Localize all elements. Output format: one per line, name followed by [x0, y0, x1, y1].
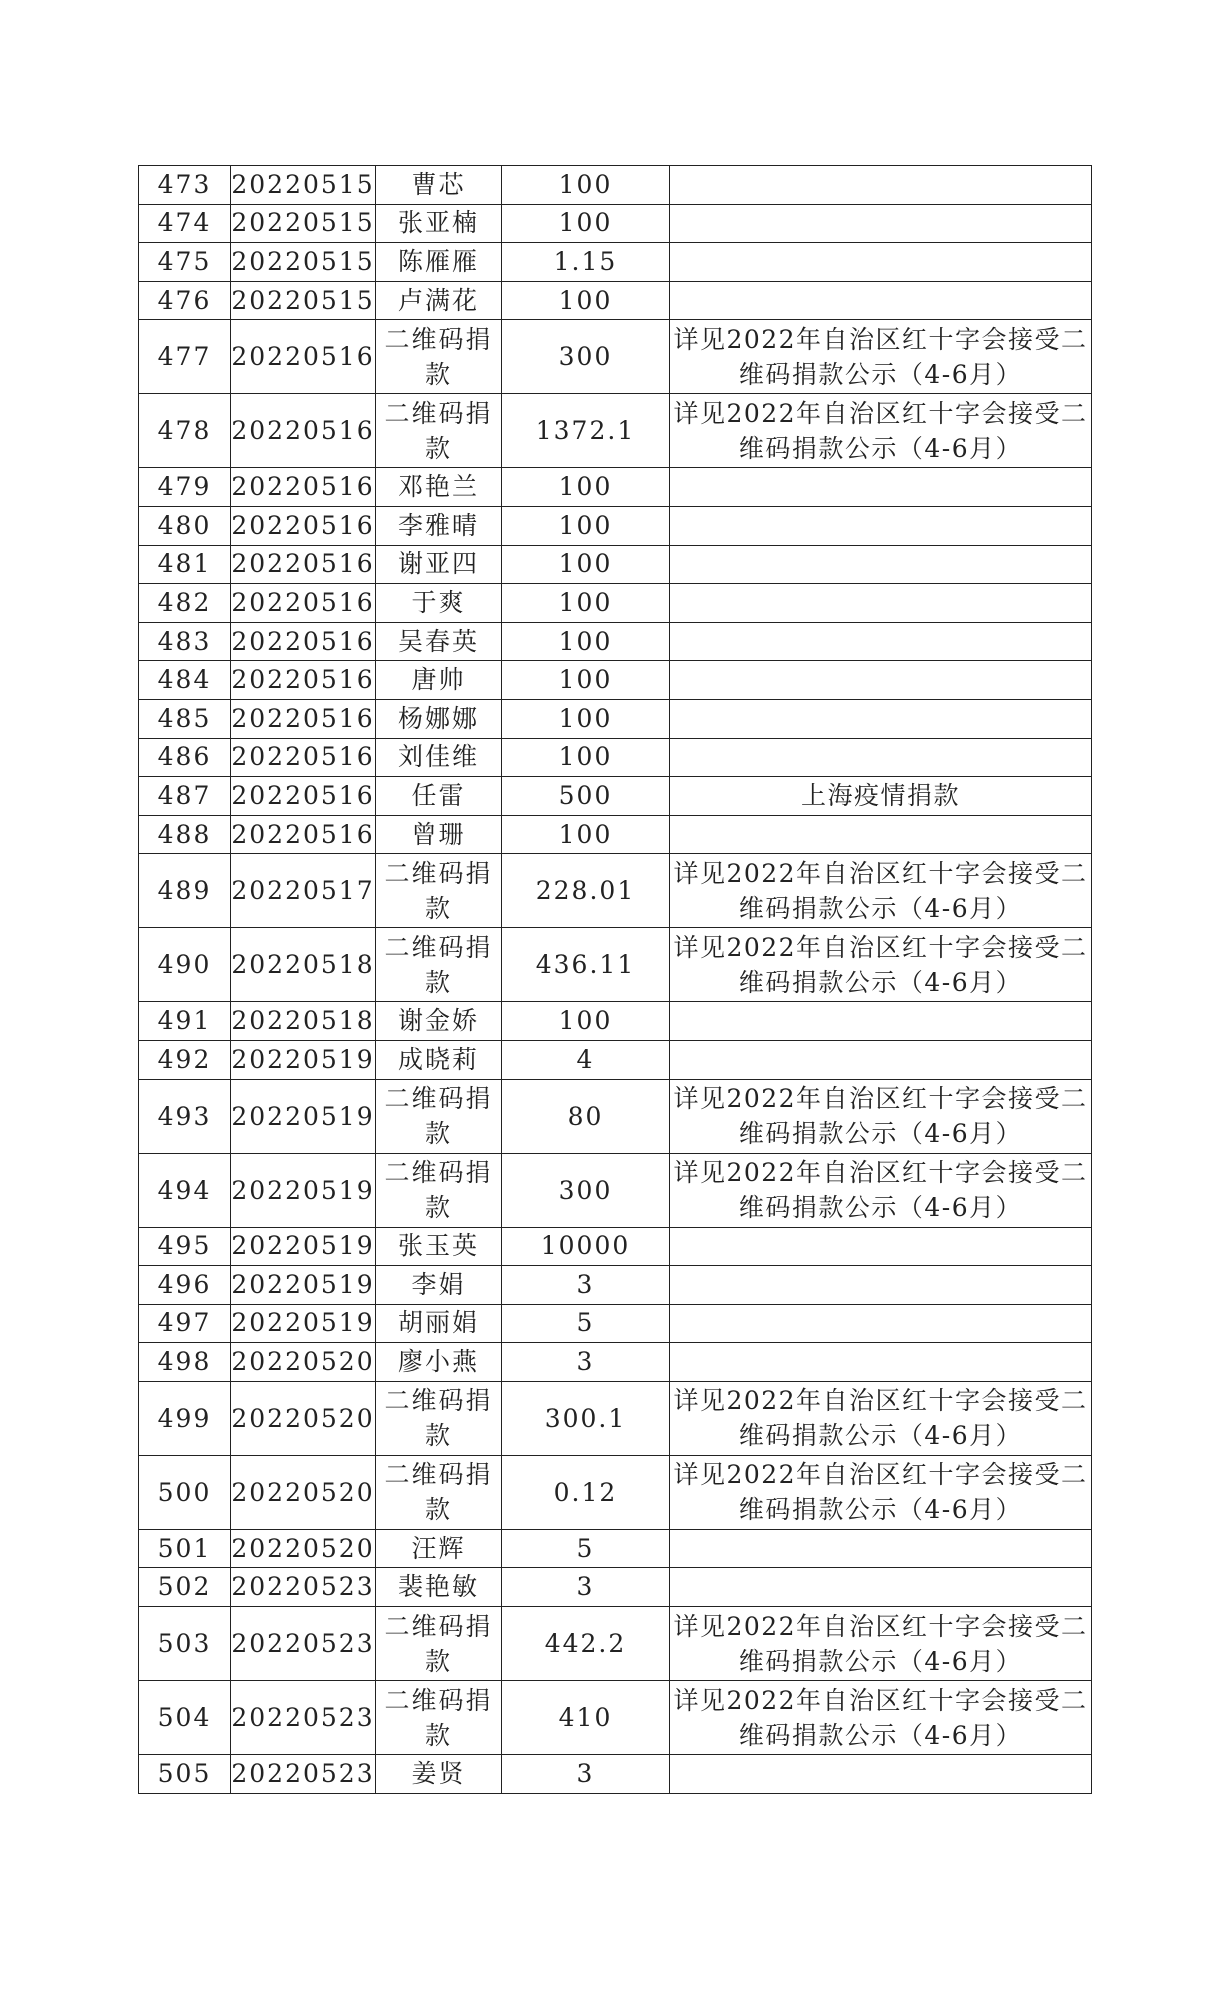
- table-row: [139, 166, 1092, 205]
- note-cell: [670, 699, 1092, 738]
- donor-name-cell: 二维码捐款: [376, 320, 502, 394]
- date-cell: 20220520: [231, 1381, 376, 1455]
- serial-number-cell: 494: [139, 1153, 231, 1227]
- table-row: [139, 1568, 1092, 1607]
- note-cell: [670, 1002, 1092, 1041]
- donor-name-cell: 二维码捐款: [376, 1153, 502, 1227]
- donor-name-cell: 于爽: [376, 584, 502, 623]
- donor-name-cell: 廖小燕: [376, 1343, 502, 1382]
- donor-name-cell: 胡丽娟: [376, 1304, 502, 1343]
- donor-name-cell: 张玉英: [376, 1227, 502, 1266]
- donor-name-cell: 二维码捐款: [376, 1681, 502, 1755]
- donor-name-cell: 二维码捐款: [376, 1381, 502, 1455]
- table-row: [139, 584, 1092, 623]
- amount-cell: 100: [502, 506, 670, 545]
- table-row: [139, 243, 1092, 282]
- serial-number-cell: 485: [139, 699, 231, 738]
- note-cell: [670, 622, 1092, 661]
- amount-cell: 1.15: [502, 243, 670, 282]
- note-cell: 详见2022年自治区红十字会接受二维码捐款公示（4-6月）: [670, 394, 1092, 468]
- donor-name-cell: 邓艳兰: [376, 468, 502, 507]
- serial-number-cell: 498: [139, 1343, 231, 1382]
- donor-name-cell: 二维码捐款: [376, 1607, 502, 1681]
- note-cell: [670, 584, 1092, 623]
- note-cell: [670, 1568, 1092, 1607]
- note-cell: [670, 815, 1092, 854]
- note-cell: [670, 468, 1092, 507]
- donor-name-cell: 唐帅: [376, 661, 502, 700]
- amount-cell: 300: [502, 320, 670, 394]
- note-cell: [670, 243, 1092, 282]
- amount-cell: 100: [502, 699, 670, 738]
- donor-name-cell: 谢亚四: [376, 545, 502, 584]
- table-row: [139, 777, 1092, 816]
- note-cell: 详见2022年自治区红十字会接受二维码捐款公示（4-6月）: [670, 1079, 1092, 1153]
- serial-number-cell: 488: [139, 815, 231, 854]
- amount-cell: 3: [502, 1568, 670, 1607]
- amount-cell: 300: [502, 1153, 670, 1227]
- table-row: [139, 1681, 1092, 1755]
- table-row: [139, 1153, 1092, 1227]
- serial-number-cell: 491: [139, 1002, 231, 1041]
- amount-cell: 100: [502, 545, 670, 584]
- table-row: [139, 204, 1092, 243]
- serial-number-cell: 492: [139, 1040, 231, 1079]
- serial-number-cell: 505: [139, 1755, 231, 1794]
- donor-name-cell: 二维码捐款: [376, 854, 502, 928]
- amount-cell: 442.2: [502, 1607, 670, 1681]
- table-row: [139, 1002, 1092, 1041]
- date-cell: 20220516: [231, 506, 376, 545]
- table-row: [139, 320, 1092, 394]
- note-cell: 详见2022年自治区红十字会接受二维码捐款公示（4-6月）: [670, 928, 1092, 1002]
- amount-cell: 410: [502, 1681, 670, 1755]
- date-cell: 20220515: [231, 166, 376, 205]
- donor-name-cell: 裴艳敏: [376, 1568, 502, 1607]
- table-row: [139, 1079, 1092, 1153]
- note-cell: [670, 661, 1092, 700]
- amount-cell: 436.11: [502, 928, 670, 1002]
- note-cell: 详见2022年自治区红十字会接受二维码捐款公示（4-6月）: [670, 1455, 1092, 1529]
- table-row: [139, 661, 1092, 700]
- serial-number-cell: 484: [139, 661, 231, 700]
- table-row: [139, 1266, 1092, 1305]
- note-cell: [670, 1343, 1092, 1382]
- table-row: [139, 928, 1092, 1002]
- amount-cell: 5: [502, 1529, 670, 1568]
- date-cell: 20220515: [231, 281, 376, 320]
- note-cell: [670, 738, 1092, 777]
- date-cell: 20220519: [231, 1266, 376, 1305]
- amount-cell: 0.12: [502, 1455, 670, 1529]
- donor-name-cell: 二维码捐款: [376, 1455, 502, 1529]
- date-cell: 20220519: [231, 1304, 376, 1343]
- donor-name-cell: 成晓莉: [376, 1040, 502, 1079]
- date-cell: 20220520: [231, 1343, 376, 1382]
- date-cell: 20220519: [231, 1227, 376, 1266]
- donor-name-cell: 张亚楠: [376, 204, 502, 243]
- date-cell: 20220520: [231, 1529, 376, 1568]
- serial-number-cell: 501: [139, 1529, 231, 1568]
- note-cell: 详见2022年自治区红十字会接受二维码捐款公示（4-6月）: [670, 1607, 1092, 1681]
- donor-name-cell: 吴春英: [376, 622, 502, 661]
- amount-cell: 3: [502, 1755, 670, 1794]
- donor-name-cell: 二维码捐款: [376, 1079, 502, 1153]
- note-cell: [670, 1304, 1092, 1343]
- donor-name-cell: 李雅晴: [376, 506, 502, 545]
- date-cell: 20220517: [231, 854, 376, 928]
- date-cell: 20220523: [231, 1755, 376, 1794]
- date-cell: 20220519: [231, 1153, 376, 1227]
- serial-number-cell: 497: [139, 1304, 231, 1343]
- date-cell: 20220516: [231, 584, 376, 623]
- serial-number-cell: 490: [139, 928, 231, 1002]
- table-row: [139, 1381, 1092, 1455]
- date-cell: 20220523: [231, 1568, 376, 1607]
- note-cell: 详见2022年自治区红十字会接受二维码捐款公示（4-6月）: [670, 1153, 1092, 1227]
- donor-name-cell: 刘佳维: [376, 738, 502, 777]
- serial-number-cell: 476: [139, 281, 231, 320]
- note-cell: [670, 166, 1092, 205]
- note-cell: [670, 1040, 1092, 1079]
- note-cell: [670, 1529, 1092, 1568]
- donor-name-cell: 二维码捐款: [376, 394, 502, 468]
- amount-cell: 10000: [502, 1227, 670, 1266]
- note-cell: 详见2022年自治区红十字会接受二维码捐款公示（4-6月）: [670, 320, 1092, 394]
- serial-number-cell: 489: [139, 854, 231, 928]
- date-cell: 20220519: [231, 1079, 376, 1153]
- note-cell: 详见2022年自治区红十字会接受二维码捐款公示（4-6月）: [670, 1381, 1092, 1455]
- date-cell: 20220516: [231, 738, 376, 777]
- amount-cell: 3: [502, 1343, 670, 1382]
- table-row: [139, 1227, 1092, 1266]
- date-cell: 20220518: [231, 1002, 376, 1041]
- donor-name-cell: 曾珊: [376, 815, 502, 854]
- serial-number-cell: 503: [139, 1607, 231, 1681]
- table-row: [139, 1343, 1092, 1382]
- note-cell: [670, 1266, 1092, 1305]
- date-cell: 20220515: [231, 204, 376, 243]
- table-row: [139, 738, 1092, 777]
- serial-number-cell: 500: [139, 1455, 231, 1529]
- date-cell: 20220516: [231, 699, 376, 738]
- serial-number-cell: 477: [139, 320, 231, 394]
- amount-cell: 80: [502, 1079, 670, 1153]
- note-cell: 详见2022年自治区红十字会接受二维码捐款公示（4-6月）: [670, 1681, 1092, 1755]
- date-cell: 20220519: [231, 1040, 376, 1079]
- donor-name-cell: 曹芯: [376, 166, 502, 205]
- serial-number-cell: 478: [139, 394, 231, 468]
- note-cell: [670, 1227, 1092, 1266]
- donor-name-cell: 任雷: [376, 777, 502, 816]
- table-row: [139, 281, 1092, 320]
- amount-cell: 100: [502, 622, 670, 661]
- table-row: [139, 1040, 1092, 1079]
- table-row: [139, 854, 1092, 928]
- table-row: [139, 1529, 1092, 1568]
- amount-cell: 100: [502, 468, 670, 507]
- date-cell: 20220516: [231, 815, 376, 854]
- donation-table: [138, 165, 1092, 1794]
- serial-number-cell: 486: [139, 738, 231, 777]
- serial-number-cell: 502: [139, 1568, 231, 1607]
- donor-name-cell: 杨娜娜: [376, 699, 502, 738]
- table-row: [139, 468, 1092, 507]
- table-row: [139, 815, 1092, 854]
- date-cell: 20220516: [231, 622, 376, 661]
- table-row: [139, 506, 1092, 545]
- date-cell: 20220516: [231, 468, 376, 507]
- donor-name-cell: 汪辉: [376, 1529, 502, 1568]
- note-cell: [670, 1755, 1092, 1794]
- serial-number-cell: 474: [139, 204, 231, 243]
- amount-cell: 100: [502, 281, 670, 320]
- amount-cell: 100: [502, 204, 670, 243]
- date-cell: 20220520: [231, 1455, 376, 1529]
- note-cell: [670, 281, 1092, 320]
- amount-cell: 100: [502, 815, 670, 854]
- table-row: [139, 622, 1092, 661]
- donor-name-cell: 卢满花: [376, 281, 502, 320]
- amount-cell: 5: [502, 1304, 670, 1343]
- amount-cell: 3: [502, 1266, 670, 1305]
- date-cell: 20220516: [231, 777, 376, 816]
- serial-number-cell: 481: [139, 545, 231, 584]
- date-cell: 20220523: [231, 1607, 376, 1681]
- donor-name-cell: 二维码捐款: [376, 928, 502, 1002]
- date-cell: 20220518: [231, 928, 376, 1002]
- note-cell: [670, 545, 1092, 584]
- date-cell: 20220515: [231, 243, 376, 282]
- serial-number-cell: 480: [139, 506, 231, 545]
- serial-number-cell: 496: [139, 1266, 231, 1305]
- table-row: [139, 1455, 1092, 1529]
- amount-cell: 500: [502, 777, 670, 816]
- donor-name-cell: 李娟: [376, 1266, 502, 1305]
- amount-cell: 100: [502, 661, 670, 700]
- table-row: [139, 394, 1092, 468]
- donor-name-cell: 谢金娇: [376, 1002, 502, 1041]
- amount-cell: 100: [502, 1002, 670, 1041]
- table-row: [139, 699, 1092, 738]
- donation-table-body: [139, 166, 1092, 1794]
- date-cell: 20220516: [231, 545, 376, 584]
- amount-cell: 300.1: [502, 1381, 670, 1455]
- serial-number-cell: 499: [139, 1381, 231, 1455]
- table-row: [139, 1304, 1092, 1343]
- amount-cell: 100: [502, 738, 670, 777]
- table-row: [139, 1755, 1092, 1794]
- donor-name-cell: 陈雁雁: [376, 243, 502, 282]
- serial-number-cell: 479: [139, 468, 231, 507]
- amount-cell: 100: [502, 166, 670, 205]
- table-row: [139, 545, 1092, 584]
- note-cell: 上海疫情捐款: [670, 777, 1092, 816]
- serial-number-cell: 493: [139, 1079, 231, 1153]
- donor-name-cell: 姜贤: [376, 1755, 502, 1794]
- table-row: [139, 1607, 1092, 1681]
- amount-cell: 228.01: [502, 854, 670, 928]
- serial-number-cell: 504: [139, 1681, 231, 1755]
- date-cell: 20220523: [231, 1681, 376, 1755]
- serial-number-cell: 483: [139, 622, 231, 661]
- serial-number-cell: 495: [139, 1227, 231, 1266]
- date-cell: 20220516: [231, 394, 376, 468]
- note-cell: [670, 204, 1092, 243]
- date-cell: 20220516: [231, 661, 376, 700]
- note-cell: 详见2022年自治区红十字会接受二维码捐款公示（4-6月）: [670, 854, 1092, 928]
- serial-number-cell: 487: [139, 777, 231, 816]
- serial-number-cell: 473: [139, 166, 231, 205]
- serial-number-cell: 482: [139, 584, 231, 623]
- note-cell: [670, 506, 1092, 545]
- serial-number-cell: 475: [139, 243, 231, 282]
- amount-cell: 1372.1: [502, 394, 670, 468]
- amount-cell: 100: [502, 584, 670, 623]
- amount-cell: 4: [502, 1040, 670, 1079]
- date-cell: 20220516: [231, 320, 376, 394]
